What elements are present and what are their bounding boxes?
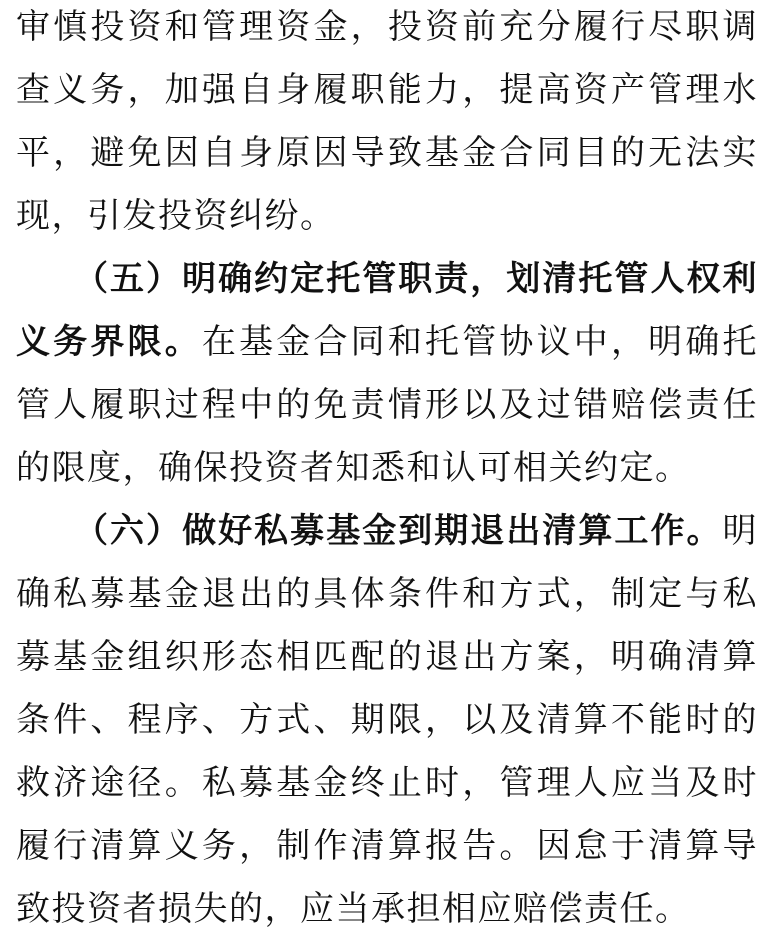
section-heading: （五）明确约定托管职责，划清托管人权利义务界限。 [16, 259, 758, 362]
paragraph-body: 明确私募基金退出的具体条件和方式，制定与私募基金组织形态相匹配的退出方案，明确清算条件、程序、方式、期限，以及清算不能时的救济途径。私募基金终止时，管理人应当及时履行清算义务，制作清算报告。因怠于清算导致投资者损失的，应当承担相应赔偿责任。 [16, 511, 758, 929]
paragraph-continuation [16, 0, 758, 248]
section-heading: （六）做好私募基金到期退出清算工作。 [74, 511, 723, 551]
paragraph-section-6 [16, 500, 758, 941]
paragraph-body: 在基金合同和托管协议中，明确托管人履职过程中的免责情形以及过错赔偿责任的限度，确保投资者知悉和认可相关约定。 [16, 322, 758, 488]
paragraph-section-5 [16, 248, 758, 500]
paragraph-body: 审慎投资和管理资金，投资前充分履行尽职调查义务，加强自身履职能力，提高资产管理水平，避免因自身原因导致基金合同目的无法实现，引发投资纠纷。 [16, 7, 758, 236]
